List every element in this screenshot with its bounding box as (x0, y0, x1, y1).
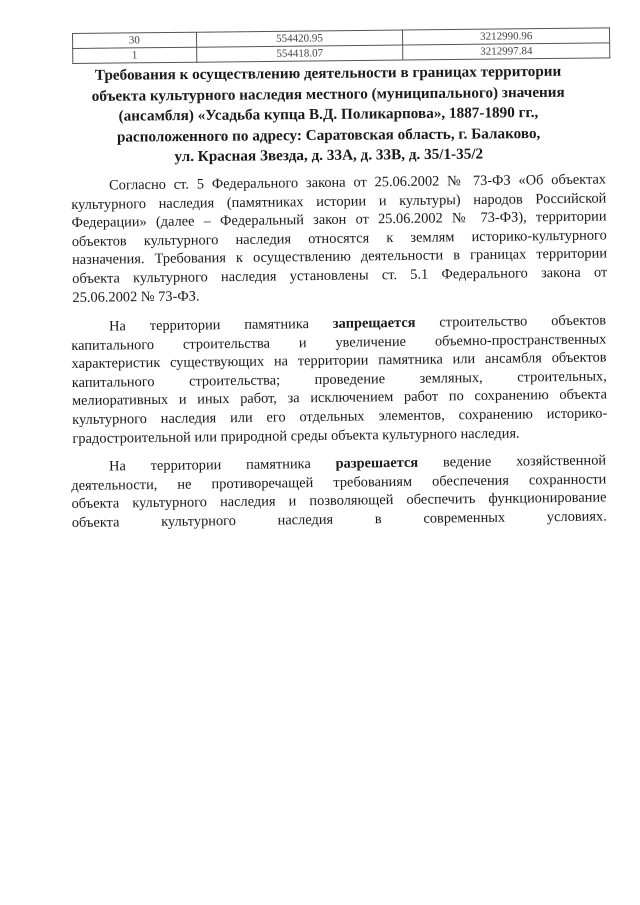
y-coordinate-cell: 3212990.96 (403, 28, 610, 45)
prohibited-keyword: запрещается (332, 314, 416, 332)
lead-text: На территории памятника (109, 316, 310, 335)
heading-line: ул. Красная Звезда, д. 33А, д. 33В, д. 35/1-35/2 (174, 145, 484, 166)
y-coordinate-cell: 3212997.84 (403, 43, 610, 60)
lead-text: На территории памятника (109, 456, 311, 475)
text-line: культурного наследия или его отдельных элементов, сохранению историко- (72, 405, 608, 428)
text-line: характеристик существующих на территории памятника или ансамбля объектов (71, 349, 607, 373)
tail-text: ведение хозяйственной (442, 452, 607, 471)
text-line: градостроительной или природной среды объекта культурного наследия. (72, 425, 520, 447)
heading-line: Требования к осуществлению деятельности в границах территории (94, 62, 562, 84)
text-line: объектов культурного наследия относятся к землям историко-культурного (71, 227, 607, 250)
heading-line: расположенного по адресу: Саратовская область, г. Балаково, (116, 124, 541, 146)
permitted-keyword: разрешается (335, 454, 419, 472)
x-coordinate-cell: 554418.07 (196, 45, 403, 62)
text-line: культурного наследия (памятниках истории и культуры) народов Российской (71, 190, 607, 213)
text-line: капитального строительства и увеличение объемно-пространственных (71, 331, 607, 354)
x-coordinate-cell: 554420.95 (196, 30, 403, 47)
coordinates-table (72, 27, 610, 64)
text-line: 25.06.2002 № 73-ФЗ. (72, 288, 200, 306)
text-line: объекта культурного наследия и позволяющей обеспечить функционирование (71, 489, 607, 513)
text-line: объекта культурного наследия в современных условиях. (71, 508, 607, 531)
text-line: Федерации» (далее – Федеральный закон от 25.06.2002 № 73-ФЗ), территории (71, 208, 607, 232)
heading-line: объекта культурного наследия местного (муниципального) значения (91, 83, 565, 105)
text-line: назначения. Требования к осуществлению деятельности в границах территории (71, 245, 608, 269)
text-line: Согласно ст. 5 Федерального закона от 25.06.2002 № 73-ФЗ «Об объектах (109, 171, 607, 194)
heading-line: (ансамбля) «Усадьба купца В.Д. Поликарпова», 1887-1890 гг., (118, 103, 539, 125)
point-number-cell: 1 (73, 47, 197, 63)
paragraph-permitted (71, 451, 607, 532)
tail-text: строительство объектов (439, 312, 607, 331)
paragraph-legal-basis (71, 170, 608, 307)
text-line: деятельности, не противоречащей требованиям обеспечения сохранности (71, 471, 607, 494)
point-number-cell: 30 (73, 32, 197, 48)
paragraph-prohibited (71, 311, 608, 448)
text-line: объекта культурного наследия установлены ст. 5.1 Федерального закона от (72, 264, 608, 287)
text-line: капитального строительства; проведение земляных, строительных, (71, 368, 607, 391)
text-line: мелиоративных и иных работ, за исключением работ по сохранению объекта (71, 386, 608, 410)
section-heading (78, 62, 579, 169)
